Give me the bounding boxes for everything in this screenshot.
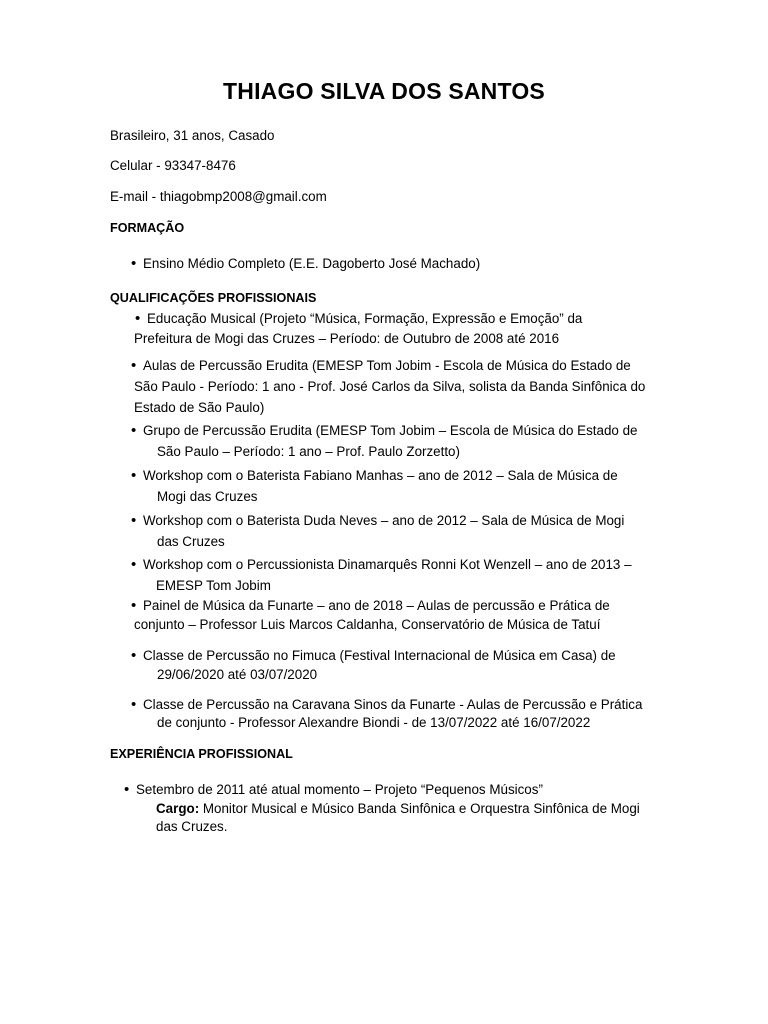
experiencia-heading: EXPERIÊNCIA PROFISSIONAL <box>110 747 293 761</box>
bullet: • <box>131 597 137 614</box>
qualificacao-item <box>131 556 632 574</box>
bullet: • <box>131 647 137 664</box>
qualificacao-text: Grupo de Percussão Erudita (EMESP Tom Jobim – Escola de Música do Estado de <box>143 423 638 438</box>
qualificacao-text: Classe de Percussão na Caravana Sinos da Funarte - Aulas de Percussão e Prática <box>143 697 643 712</box>
email: E-mail - thiagobmp2008@gmail.com <box>110 189 327 204</box>
qualificacao-item <box>131 696 642 714</box>
qualificacao-item <box>131 467 618 485</box>
qualificacao-item <box>131 422 637 440</box>
formacao-item-text: Ensino Médio Completo (E.E. Dagoberto José Machado) <box>143 256 481 271</box>
qualificacao-text-cont: Prefeitura de Mogi das Cruzes – Período: de Outubro de 2008 até 2016 <box>134 331 560 346</box>
qualificacao-text-cont: São Paulo - Período: 1 ano - Prof. José Carlos da Silva, solista da Banda Sinfônica do <box>134 379 646 394</box>
qualificacao-text: Classe de Percussão no Fimuca (Festival Internacional de Música em Casa) de <box>143 648 616 663</box>
bullet: • <box>131 255 137 272</box>
cargo-label: Cargo: <box>156 801 200 816</box>
qualificacao-item <box>131 647 616 665</box>
bullet: • <box>131 357 137 374</box>
bullet: • <box>131 512 137 529</box>
bullet: • <box>135 310 141 327</box>
qualificacao-text-cont: das Cruzes <box>157 534 225 549</box>
bullet: • <box>131 556 137 573</box>
qualificacao-item <box>131 357 631 375</box>
experiencia-text: Setembro de 2011 até atual momento – Projeto “Pequenos Músicos” <box>136 782 543 797</box>
cargo-line <box>156 800 640 818</box>
experiencia-item <box>124 781 543 799</box>
qualificacao-text-cont: São Paulo – Período: 1 ano – Prof. Paulo Zorzetto) <box>157 444 460 459</box>
phone: Celular - 93347-8476 <box>110 158 236 173</box>
formacao-heading: FORMAÇÃO <box>110 221 185 235</box>
bullet: • <box>131 696 137 713</box>
resume-name: THIAGO SILVA DOS SANTOS <box>223 78 545 104</box>
qualificacao-item <box>131 512 624 530</box>
cargo-text-cont: das Cruzes. <box>156 819 228 834</box>
bullet: • <box>124 781 130 798</box>
qualificacao-text-cont: Estado de São Paulo) <box>134 400 265 415</box>
formacao-item <box>131 255 480 273</box>
qualificacao-text-cont: 29/06/2020 até 03/07/2020 <box>157 667 318 682</box>
cargo-text: Monitor Musical e Músico Banda Sinfônica e Orquestra Sinfônica de Mogi <box>199 801 640 816</box>
qualificacao-text: Painel de Música da Funarte – ano de 2018 – Aulas de percussão e Prática de <box>143 598 610 613</box>
bullet: • <box>131 422 137 439</box>
qualificacao-item <box>135 310 582 328</box>
qualificacao-text: Aulas de Percussão Erudita (EMESP Tom Jobim - Escola de Música do Estado de <box>143 358 631 373</box>
qualificacao-text-cont: conjunto – Professor Luis Marcos Caldanha, Conservatório de Música de Tatuí <box>134 617 601 632</box>
qualificacao-text: Workshop com o Baterista Fabiano Manhas – ano de 2012 – Sala de Música de <box>143 468 618 483</box>
qualificacao-text: Educação Musical (Projeto “Música, Formação, Expressão e Emoção” da <box>147 311 583 326</box>
qualificacao-text: Workshop com o Percussionista Dinamarquês Ronni Kot Wenzell – ano de 2013 – <box>143 557 632 572</box>
qualificacao-text-cont: de conjunto - Professor Alexandre Biondi - de 13/07/2022 até 16/07/2022 <box>157 715 591 730</box>
qualificacao-text-cont: EMESP Tom Jobim <box>156 578 271 593</box>
qualificacoes-heading: QUALIFICAÇÕES PROFISSIONAIS <box>110 291 317 305</box>
personal-info: Brasileiro, 31 anos, Casado <box>110 128 275 143</box>
qualificacao-item <box>131 597 610 615</box>
qualificacao-text-cont: Mogi das Cruzes <box>157 489 258 504</box>
qualificacao-text: Workshop com o Baterista Duda Neves – ano de 2012 – Sala de Música de Mogi <box>143 513 625 528</box>
bullet: • <box>131 467 137 484</box>
